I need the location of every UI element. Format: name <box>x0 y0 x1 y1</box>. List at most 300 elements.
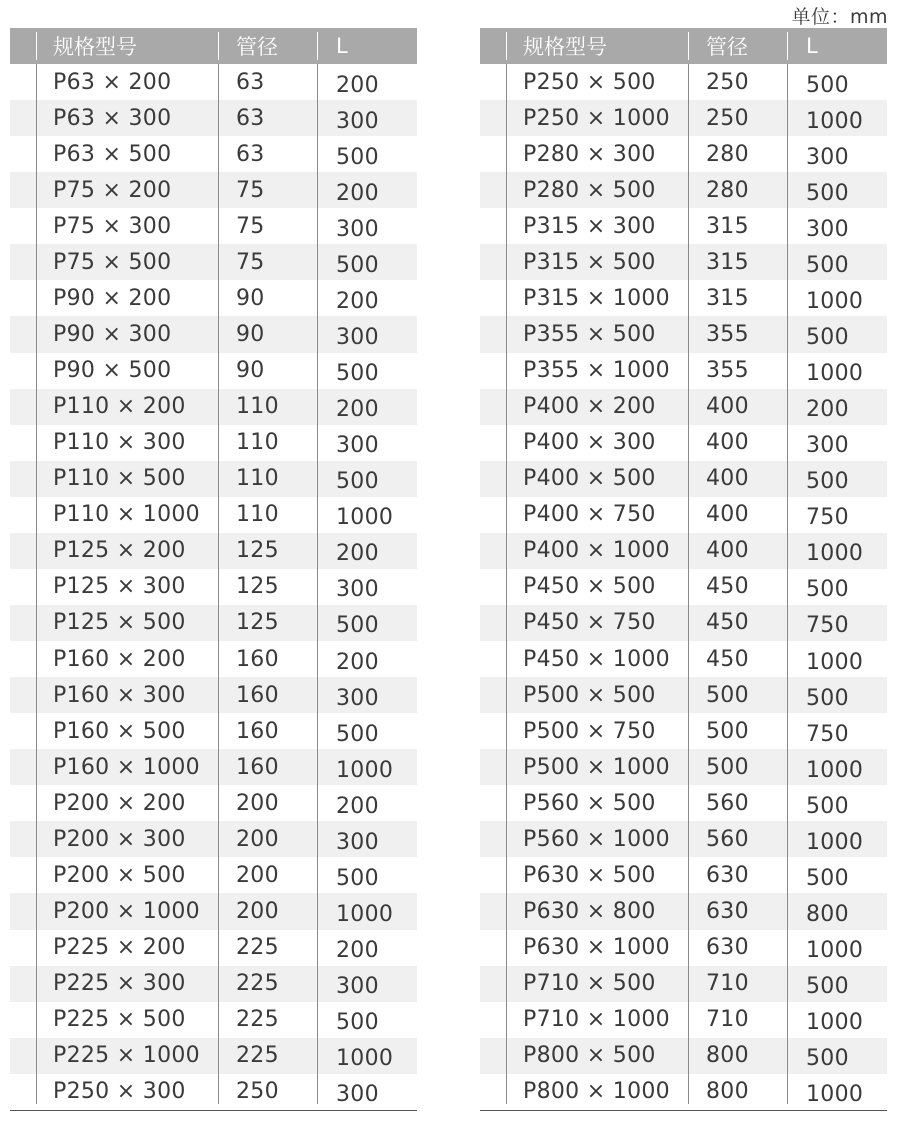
column-divider <box>36 353 37 389</box>
cell-diameter: 160 <box>236 682 279 708</box>
table-row <box>10 136 417 172</box>
cell-spec: P250 × 1000 <box>523 105 670 131</box>
cell-length: 200 <box>336 649 379 675</box>
cell-spec: P225 × 200 <box>53 935 186 961</box>
cell-spec: P75 × 300 <box>53 213 172 239</box>
column-divider <box>688 353 689 389</box>
cell-diameter: 110 <box>236 394 279 420</box>
column-divider <box>36 208 37 244</box>
column-divider <box>506 821 507 857</box>
column-divider <box>787 533 788 569</box>
table-header <box>480 28 887 64</box>
column-divider <box>36 497 37 533</box>
table-row <box>10 244 417 280</box>
column-divider <box>36 172 37 208</box>
cell-length: 500 <box>336 1010 379 1036</box>
cell-length: 1000 <box>336 901 394 927</box>
cell-diameter: 630 <box>706 935 749 961</box>
column-divider <box>36 893 37 929</box>
table-body <box>480 64 887 1110</box>
column-divider <box>317 136 318 172</box>
column-divider <box>36 64 37 100</box>
cell-diameter: 560 <box>706 826 749 852</box>
column-divider <box>218 244 219 280</box>
table-row <box>480 316 887 352</box>
column-divider <box>36 749 37 785</box>
cell-spec: P355 × 1000 <box>523 358 670 384</box>
column-divider <box>317 425 318 461</box>
cell-diameter: 315 <box>706 213 749 239</box>
cell-diameter: 280 <box>706 177 749 203</box>
column-divider <box>36 857 37 893</box>
cell-spec: P225 × 1000 <box>53 1043 200 1069</box>
table-row <box>10 821 417 857</box>
column-divider <box>688 641 689 677</box>
column-divider <box>787 425 788 461</box>
cell-diameter: 800 <box>706 1043 749 1069</box>
cell-length: 1000 <box>336 1046 394 1072</box>
table-row <box>480 389 887 425</box>
column-divider <box>787 1002 788 1038</box>
cell-spec: P315 × 300 <box>523 213 656 239</box>
column-divider <box>506 64 507 100</box>
cell-diameter: 63 <box>236 105 265 131</box>
cell-length: 500 <box>806 72 849 98</box>
table-row <box>480 821 887 857</box>
column-divider <box>506 425 507 461</box>
column-divider <box>688 966 689 1002</box>
cell-diameter: 400 <box>706 466 749 492</box>
table-row <box>10 1002 417 1038</box>
cell-length: 500 <box>336 361 379 387</box>
cell-length: 500 <box>336 144 379 170</box>
table-row <box>480 1002 887 1038</box>
column-divider <box>688 32 689 60</box>
table-row <box>10 605 417 641</box>
cell-length: 1000 <box>806 829 864 855</box>
column-divider <box>218 857 219 893</box>
cell-spec: P75 × 500 <box>53 249 172 275</box>
column-divider <box>506 713 507 749</box>
column-divider <box>218 497 219 533</box>
column-divider <box>688 605 689 641</box>
column-divider <box>218 1002 219 1038</box>
table-row <box>480 641 887 677</box>
column-divider <box>36 641 37 677</box>
cell-spec: P63 × 500 <box>53 141 172 167</box>
cell-diameter: 250 <box>236 1079 279 1105</box>
cell-length: 200 <box>336 541 379 567</box>
column-divider <box>36 605 37 641</box>
column-divider <box>218 641 219 677</box>
cell-spec: P200 × 300 <box>53 826 186 852</box>
column-divider <box>218 280 219 316</box>
cell-length: 300 <box>336 1082 379 1108</box>
cell-diameter: 400 <box>706 430 749 456</box>
column-divider <box>218 208 219 244</box>
table-row <box>10 280 417 316</box>
cell-diameter: 63 <box>236 69 265 95</box>
cell-spec: P250 × 300 <box>53 1079 186 1105</box>
cell-spec: P400 × 750 <box>523 502 656 528</box>
column-divider <box>506 497 507 533</box>
column-divider <box>36 244 37 280</box>
column-divider <box>787 172 788 208</box>
column-divider <box>688 857 689 893</box>
table-row <box>10 425 417 461</box>
table-row <box>480 208 887 244</box>
column-divider <box>36 677 37 713</box>
column-divider <box>506 641 507 677</box>
cell-length: 500 <box>336 721 379 747</box>
table-row <box>10 677 417 713</box>
cell-diameter: 200 <box>236 862 279 888</box>
unit-label: 单位：mm <box>791 6 888 28</box>
cell-diameter: 75 <box>236 177 265 203</box>
table-row <box>480 893 887 929</box>
cell-spec: P400 × 500 <box>523 466 656 492</box>
column-divider <box>506 605 507 641</box>
cell-diameter: 250 <box>706 69 749 95</box>
column-divider <box>36 316 37 352</box>
column-divider <box>688 100 689 136</box>
table-row <box>10 713 417 749</box>
cell-length: 300 <box>336 108 379 134</box>
column-divider <box>218 533 219 569</box>
table-row <box>480 1038 887 1074</box>
table-row <box>480 280 887 316</box>
column-divider <box>36 136 37 172</box>
cell-spec: P125 × 500 <box>53 610 186 636</box>
table-body <box>10 64 417 1110</box>
cell-length: 1000 <box>806 361 864 387</box>
cell-spec: P225 × 300 <box>53 971 186 997</box>
column-divider <box>317 821 318 857</box>
column-divider <box>688 713 689 749</box>
cell-length: 500 <box>336 865 379 891</box>
cell-length: 800 <box>806 901 849 927</box>
column-divider <box>787 785 788 821</box>
table-row <box>480 100 887 136</box>
cell-length: 300 <box>806 216 849 242</box>
cell-spec: P630 × 1000 <box>523 935 670 961</box>
cell-spec: P125 × 200 <box>53 538 186 564</box>
column-divider <box>688 389 689 425</box>
cell-length: 300 <box>336 433 379 459</box>
cell-length: 500 <box>806 974 849 1000</box>
cell-length: 200 <box>336 72 379 98</box>
cell-diameter: 710 <box>706 971 749 997</box>
cell-length: 500 <box>806 324 849 350</box>
cell-diameter: 450 <box>706 646 749 672</box>
cell-length: 300 <box>336 216 379 242</box>
table-row <box>480 713 887 749</box>
cell-diameter: 710 <box>706 1007 749 1033</box>
column-divider <box>506 353 507 389</box>
cell-spec: P63 × 300 <box>53 105 172 131</box>
table-row <box>480 461 887 497</box>
cell-diameter: 125 <box>236 610 279 636</box>
table-row <box>10 100 417 136</box>
cell-length: 750 <box>806 721 849 747</box>
table-row <box>10 1074 417 1110</box>
table-row <box>10 64 417 100</box>
column-divider <box>36 930 37 966</box>
cell-diameter: 450 <box>706 574 749 600</box>
column-divider <box>787 136 788 172</box>
column-divider <box>218 821 219 857</box>
cell-spec: P160 × 200 <box>53 646 186 672</box>
table-row <box>10 497 417 533</box>
cell-length: 300 <box>336 829 379 855</box>
column-divider <box>317 857 318 893</box>
cell-length: 500 <box>806 469 849 495</box>
column-divider <box>506 136 507 172</box>
column-divider <box>688 64 689 100</box>
cell-length: 300 <box>336 974 379 1000</box>
cell-spec: P710 × 500 <box>523 971 656 997</box>
column-divider <box>506 677 507 713</box>
column-divider <box>218 605 219 641</box>
cell-diameter: 500 <box>706 718 749 744</box>
column-divider <box>688 893 689 929</box>
cell-diameter: 110 <box>236 430 279 456</box>
column-divider <box>688 785 689 821</box>
table-row <box>480 172 887 208</box>
column-divider <box>787 857 788 893</box>
column-divider <box>506 1002 507 1038</box>
table-row <box>480 930 887 966</box>
column-divider <box>787 280 788 316</box>
table-row <box>480 857 887 893</box>
cell-spec: P315 × 500 <box>523 249 656 275</box>
cell-diameter: 500 <box>706 754 749 780</box>
cell-length: 300 <box>336 577 379 603</box>
column-divider <box>317 497 318 533</box>
cell-diameter: 225 <box>236 935 279 961</box>
cell-length: 1000 <box>806 288 864 314</box>
cell-length: 200 <box>336 397 379 423</box>
column-divider <box>787 966 788 1002</box>
column-divider <box>317 1002 318 1038</box>
column-divider <box>787 32 788 60</box>
column-divider <box>506 966 507 1002</box>
column-divider <box>787 821 788 857</box>
cell-diameter: 315 <box>706 249 749 275</box>
cell-spec: P200 × 200 <box>53 790 186 816</box>
column-divider <box>218 461 219 497</box>
cell-spec: P500 × 500 <box>523 682 656 708</box>
column-divider <box>688 1038 689 1074</box>
cell-spec: P160 × 300 <box>53 682 186 708</box>
table-row <box>480 353 887 389</box>
column-divider <box>36 280 37 316</box>
column-divider <box>787 930 788 966</box>
cell-diameter: 75 <box>236 249 265 275</box>
column-divider <box>787 605 788 641</box>
cell-spec: P200 × 1000 <box>53 898 200 924</box>
cell-spec: P110 × 1000 <box>53 502 200 528</box>
column-divider <box>317 64 318 100</box>
column-divider <box>787 316 788 352</box>
cell-length: 1000 <box>806 1082 864 1108</box>
cell-diameter: 90 <box>236 285 265 311</box>
column-divider <box>506 389 507 425</box>
cell-length: 500 <box>806 180 849 206</box>
column-divider <box>688 316 689 352</box>
column-divider <box>506 749 507 785</box>
spec-table-right <box>480 28 887 1111</box>
cell-spec: P630 × 500 <box>523 862 656 888</box>
cell-spec: P110 × 200 <box>53 394 186 420</box>
column-divider <box>688 930 689 966</box>
column-divider <box>787 1074 788 1104</box>
column-divider <box>688 533 689 569</box>
cell-diameter: 90 <box>236 358 265 384</box>
table-row <box>480 749 887 785</box>
cell-spec: P450 × 750 <box>523 610 656 636</box>
column-divider <box>506 316 507 352</box>
cell-diameter: 630 <box>706 862 749 888</box>
column-divider <box>787 100 788 136</box>
column-divider <box>218 966 219 1002</box>
column-divider <box>688 569 689 605</box>
column-divider <box>787 1038 788 1074</box>
column-divider <box>36 32 37 60</box>
cell-diameter: 125 <box>236 538 279 564</box>
cell-length: 1000 <box>806 938 864 964</box>
cell-spec: P110 × 500 <box>53 466 186 492</box>
table-row <box>10 893 417 929</box>
table-row <box>10 1038 417 1074</box>
column-divider <box>506 208 507 244</box>
cell-diameter: 63 <box>236 141 265 167</box>
cell-length: 500 <box>806 793 849 819</box>
cell-length: 500 <box>806 577 849 603</box>
cell-diameter: 250 <box>706 105 749 131</box>
column-divider <box>506 1074 507 1104</box>
cell-spec: P280 × 500 <box>523 177 656 203</box>
column-divider <box>506 1038 507 1074</box>
table-row <box>10 930 417 966</box>
cell-spec: P125 × 300 <box>53 574 186 600</box>
cell-spec: P90 × 200 <box>53 285 172 311</box>
table-row <box>10 857 417 893</box>
cell-diameter: 125 <box>236 574 279 600</box>
cell-diameter: 450 <box>706 610 749 636</box>
column-divider <box>506 172 507 208</box>
cell-spec: P63 × 200 <box>53 69 172 95</box>
column-divider <box>317 677 318 713</box>
column-divider <box>317 172 318 208</box>
table-row <box>10 208 417 244</box>
column-divider <box>506 569 507 605</box>
column-divider <box>787 389 788 425</box>
cell-diameter: 355 <box>706 321 749 347</box>
cell-length: 500 <box>806 865 849 891</box>
column-divider <box>218 316 219 352</box>
cell-spec: P90 × 300 <box>53 321 172 347</box>
column-divider <box>787 244 788 280</box>
cell-length: 300 <box>806 433 849 459</box>
column-divider <box>688 208 689 244</box>
cell-length: 200 <box>336 938 379 964</box>
cell-spec: P225 × 500 <box>53 1007 186 1033</box>
table-row <box>480 1074 887 1110</box>
column-divider <box>787 208 788 244</box>
column-divider <box>506 244 507 280</box>
cell-spec: P315 × 1000 <box>523 285 670 311</box>
column-divider <box>218 713 219 749</box>
column-divider <box>506 930 507 966</box>
table-row <box>10 785 417 821</box>
column-divider <box>688 821 689 857</box>
column-divider <box>787 64 788 100</box>
column-divider <box>36 425 37 461</box>
table-row <box>480 677 887 713</box>
column-divider <box>688 136 689 172</box>
column-divider <box>36 1002 37 1038</box>
column-divider <box>218 1074 219 1104</box>
cell-diameter: 160 <box>236 646 279 672</box>
column-divider <box>317 930 318 966</box>
column-divider <box>36 569 37 605</box>
column-divider <box>317 569 318 605</box>
column-divider <box>506 100 507 136</box>
column-divider <box>317 641 318 677</box>
table-row <box>10 569 417 605</box>
table-row <box>10 533 417 569</box>
column-divider <box>218 389 219 425</box>
cell-length: 300 <box>806 144 849 170</box>
column-divider <box>36 785 37 821</box>
column-divider <box>317 280 318 316</box>
header-diameter: 管径 <box>706 35 748 59</box>
column-divider <box>36 966 37 1002</box>
cell-spec: P400 × 1000 <box>523 538 670 564</box>
cell-length: 1000 <box>806 541 864 567</box>
cell-length: 500 <box>336 252 379 278</box>
cell-diameter: 355 <box>706 358 749 384</box>
column-divider <box>506 893 507 929</box>
cell-spec: P630 × 800 <box>523 898 656 924</box>
table-row <box>480 569 887 605</box>
column-divider <box>218 749 219 785</box>
cell-spec: P500 × 1000 <box>523 754 670 780</box>
cell-diameter: 560 <box>706 790 749 816</box>
column-divider <box>688 425 689 461</box>
column-divider <box>317 389 318 425</box>
column-divider <box>506 280 507 316</box>
column-divider <box>688 497 689 533</box>
column-divider <box>317 966 318 1002</box>
column-divider <box>506 785 507 821</box>
column-divider <box>36 713 37 749</box>
column-divider <box>36 821 37 857</box>
cell-length: 200 <box>336 180 379 206</box>
table-row <box>480 64 887 100</box>
column-divider <box>317 749 318 785</box>
column-divider <box>36 461 37 497</box>
cell-length: 1000 <box>806 649 864 675</box>
cell-length: 500 <box>806 252 849 278</box>
column-divider <box>218 172 219 208</box>
column-divider <box>218 64 219 100</box>
column-divider <box>317 353 318 389</box>
cell-length: 1000 <box>806 757 864 783</box>
column-divider <box>787 461 788 497</box>
column-divider <box>787 893 788 929</box>
